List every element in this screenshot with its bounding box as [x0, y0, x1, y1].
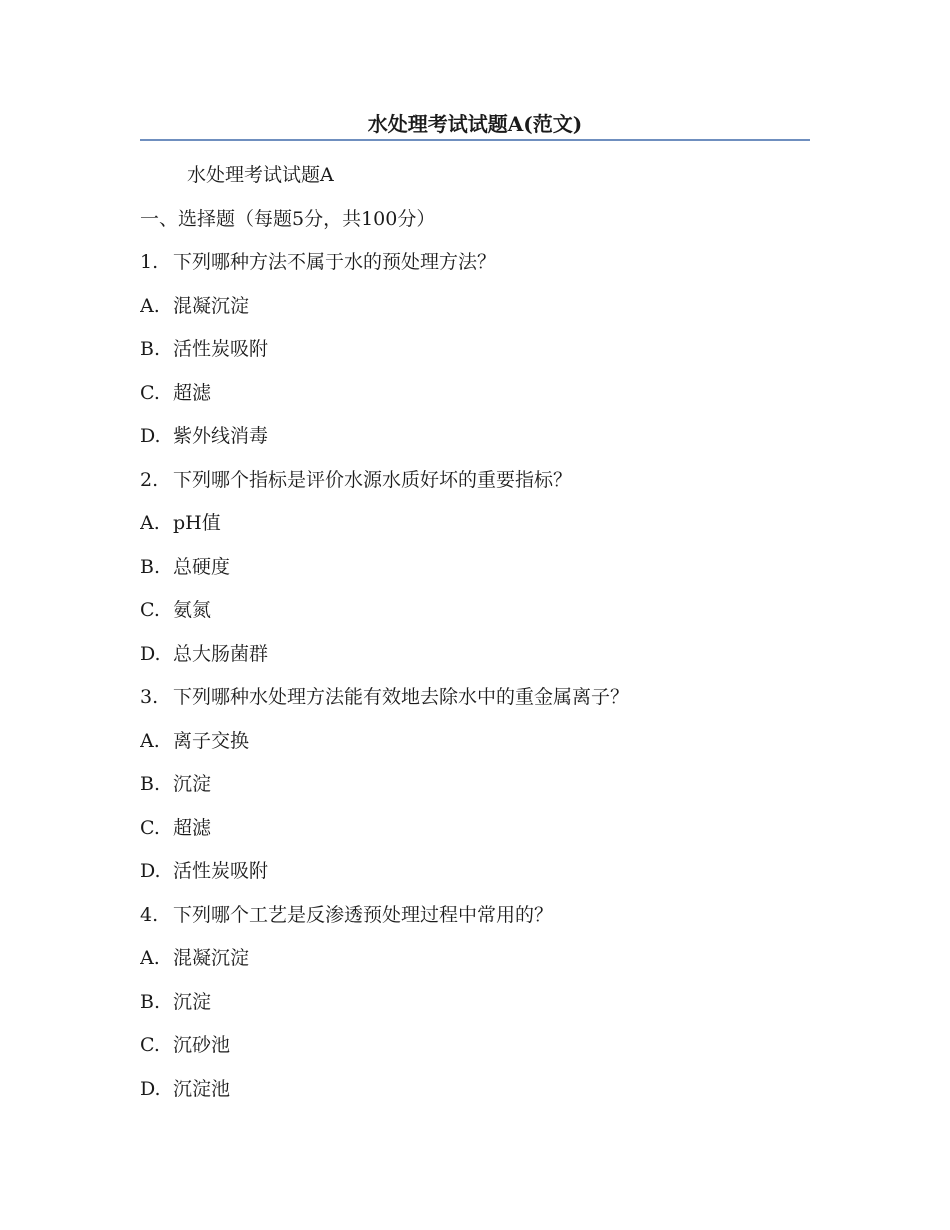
- option-text: 总大肠菌群: [173, 642, 269, 665]
- question-text: 下列哪个指标是评价水源水质好坏的重要指标？: [173, 468, 573, 491]
- document-body: [140, 160, 810, 1117]
- option-text: 活性炭吸附: [173, 860, 269, 882]
- option-text: 沉淀池: [173, 1077, 231, 1100]
- question-text: 下列哪种水处理方法能有效地去除水中的重金属离子？: [173, 686, 630, 708]
- question-2-option-c: [140, 595, 810, 639]
- question-3: [140, 682, 810, 726]
- option-text: 混凝沉淀: [173, 294, 250, 317]
- option-letter: D.: [140, 642, 161, 665]
- option-text: 沉砂池: [173, 1034, 231, 1056]
- question-1-option-d: [140, 421, 810, 465]
- option-letter: D.: [140, 1077, 161, 1100]
- question-4-option-b: [140, 987, 810, 1031]
- option-letter: B.: [140, 773, 161, 795]
- question-number: 2.: [140, 468, 159, 491]
- option-text: 活性炭吸附: [173, 338, 269, 360]
- option-text: 总硬度: [173, 555, 231, 578]
- question-text: 下列哪个工艺是反渗透预处理过程中常用的？: [173, 903, 554, 926]
- option-letter: B.: [140, 990, 161, 1013]
- question-2-option-b: [140, 552, 810, 596]
- option-text: 沉淀: [173, 773, 212, 795]
- option-letter: A.: [140, 729, 160, 752]
- option-letter: D.: [140, 425, 161, 447]
- option-text: 沉淀: [173, 990, 212, 1013]
- document-subtitle: 水处理考试试题A: [187, 164, 334, 186]
- question-number: 3.: [140, 686, 159, 708]
- option-text: 超滤: [173, 816, 212, 839]
- option-letter: B.: [140, 338, 161, 360]
- question-number: 1.: [140, 251, 159, 273]
- option-text: 氨氮: [173, 599, 212, 621]
- option-letter: C.: [140, 1034, 160, 1056]
- question-4-option-c: [140, 1030, 810, 1074]
- question-1-option-a: [140, 291, 810, 335]
- option-letter: A.: [140, 512, 160, 534]
- question-3-option-a: [140, 726, 810, 770]
- option-text: pH值: [173, 512, 221, 534]
- question-1: [140, 247, 810, 291]
- question-text: 下列哪种方法不属于水的预处理方法？: [173, 251, 497, 273]
- question-2: [140, 465, 810, 509]
- title-underline: [140, 139, 810, 141]
- option-text: 紫外线消毒: [173, 425, 269, 447]
- option-letter: C.: [140, 381, 160, 404]
- option-letter: A.: [140, 294, 160, 317]
- question-4-option-d: [140, 1074, 810, 1118]
- question-2-option-a: [140, 508, 810, 552]
- section-heading: 一、选择题（每题5分，共100分）: [140, 207, 436, 230]
- option-letter: A.: [140, 947, 160, 969]
- option-letter: C.: [140, 599, 160, 621]
- question-2-option-d: [140, 639, 810, 683]
- question-4-option-a: [140, 943, 810, 987]
- question-4: [140, 900, 810, 944]
- question-3-option-d: [140, 856, 810, 900]
- option-text: 超滤: [173, 381, 212, 404]
- question-3-option-c: [140, 813, 810, 857]
- question-3-option-b: [140, 769, 810, 813]
- option-text: 混凝沉淀: [173, 947, 250, 969]
- question-1-option-b: [140, 334, 810, 378]
- question-1-option-c: [140, 378, 810, 422]
- option-letter: D.: [140, 860, 161, 882]
- option-letter: B.: [140, 555, 161, 578]
- option-letter: C.: [140, 816, 160, 839]
- option-text: 离子交换: [173, 729, 250, 752]
- question-number: 4.: [140, 903, 159, 926]
- document-title: 水处理考试试题A(范文): [367, 112, 583, 136]
